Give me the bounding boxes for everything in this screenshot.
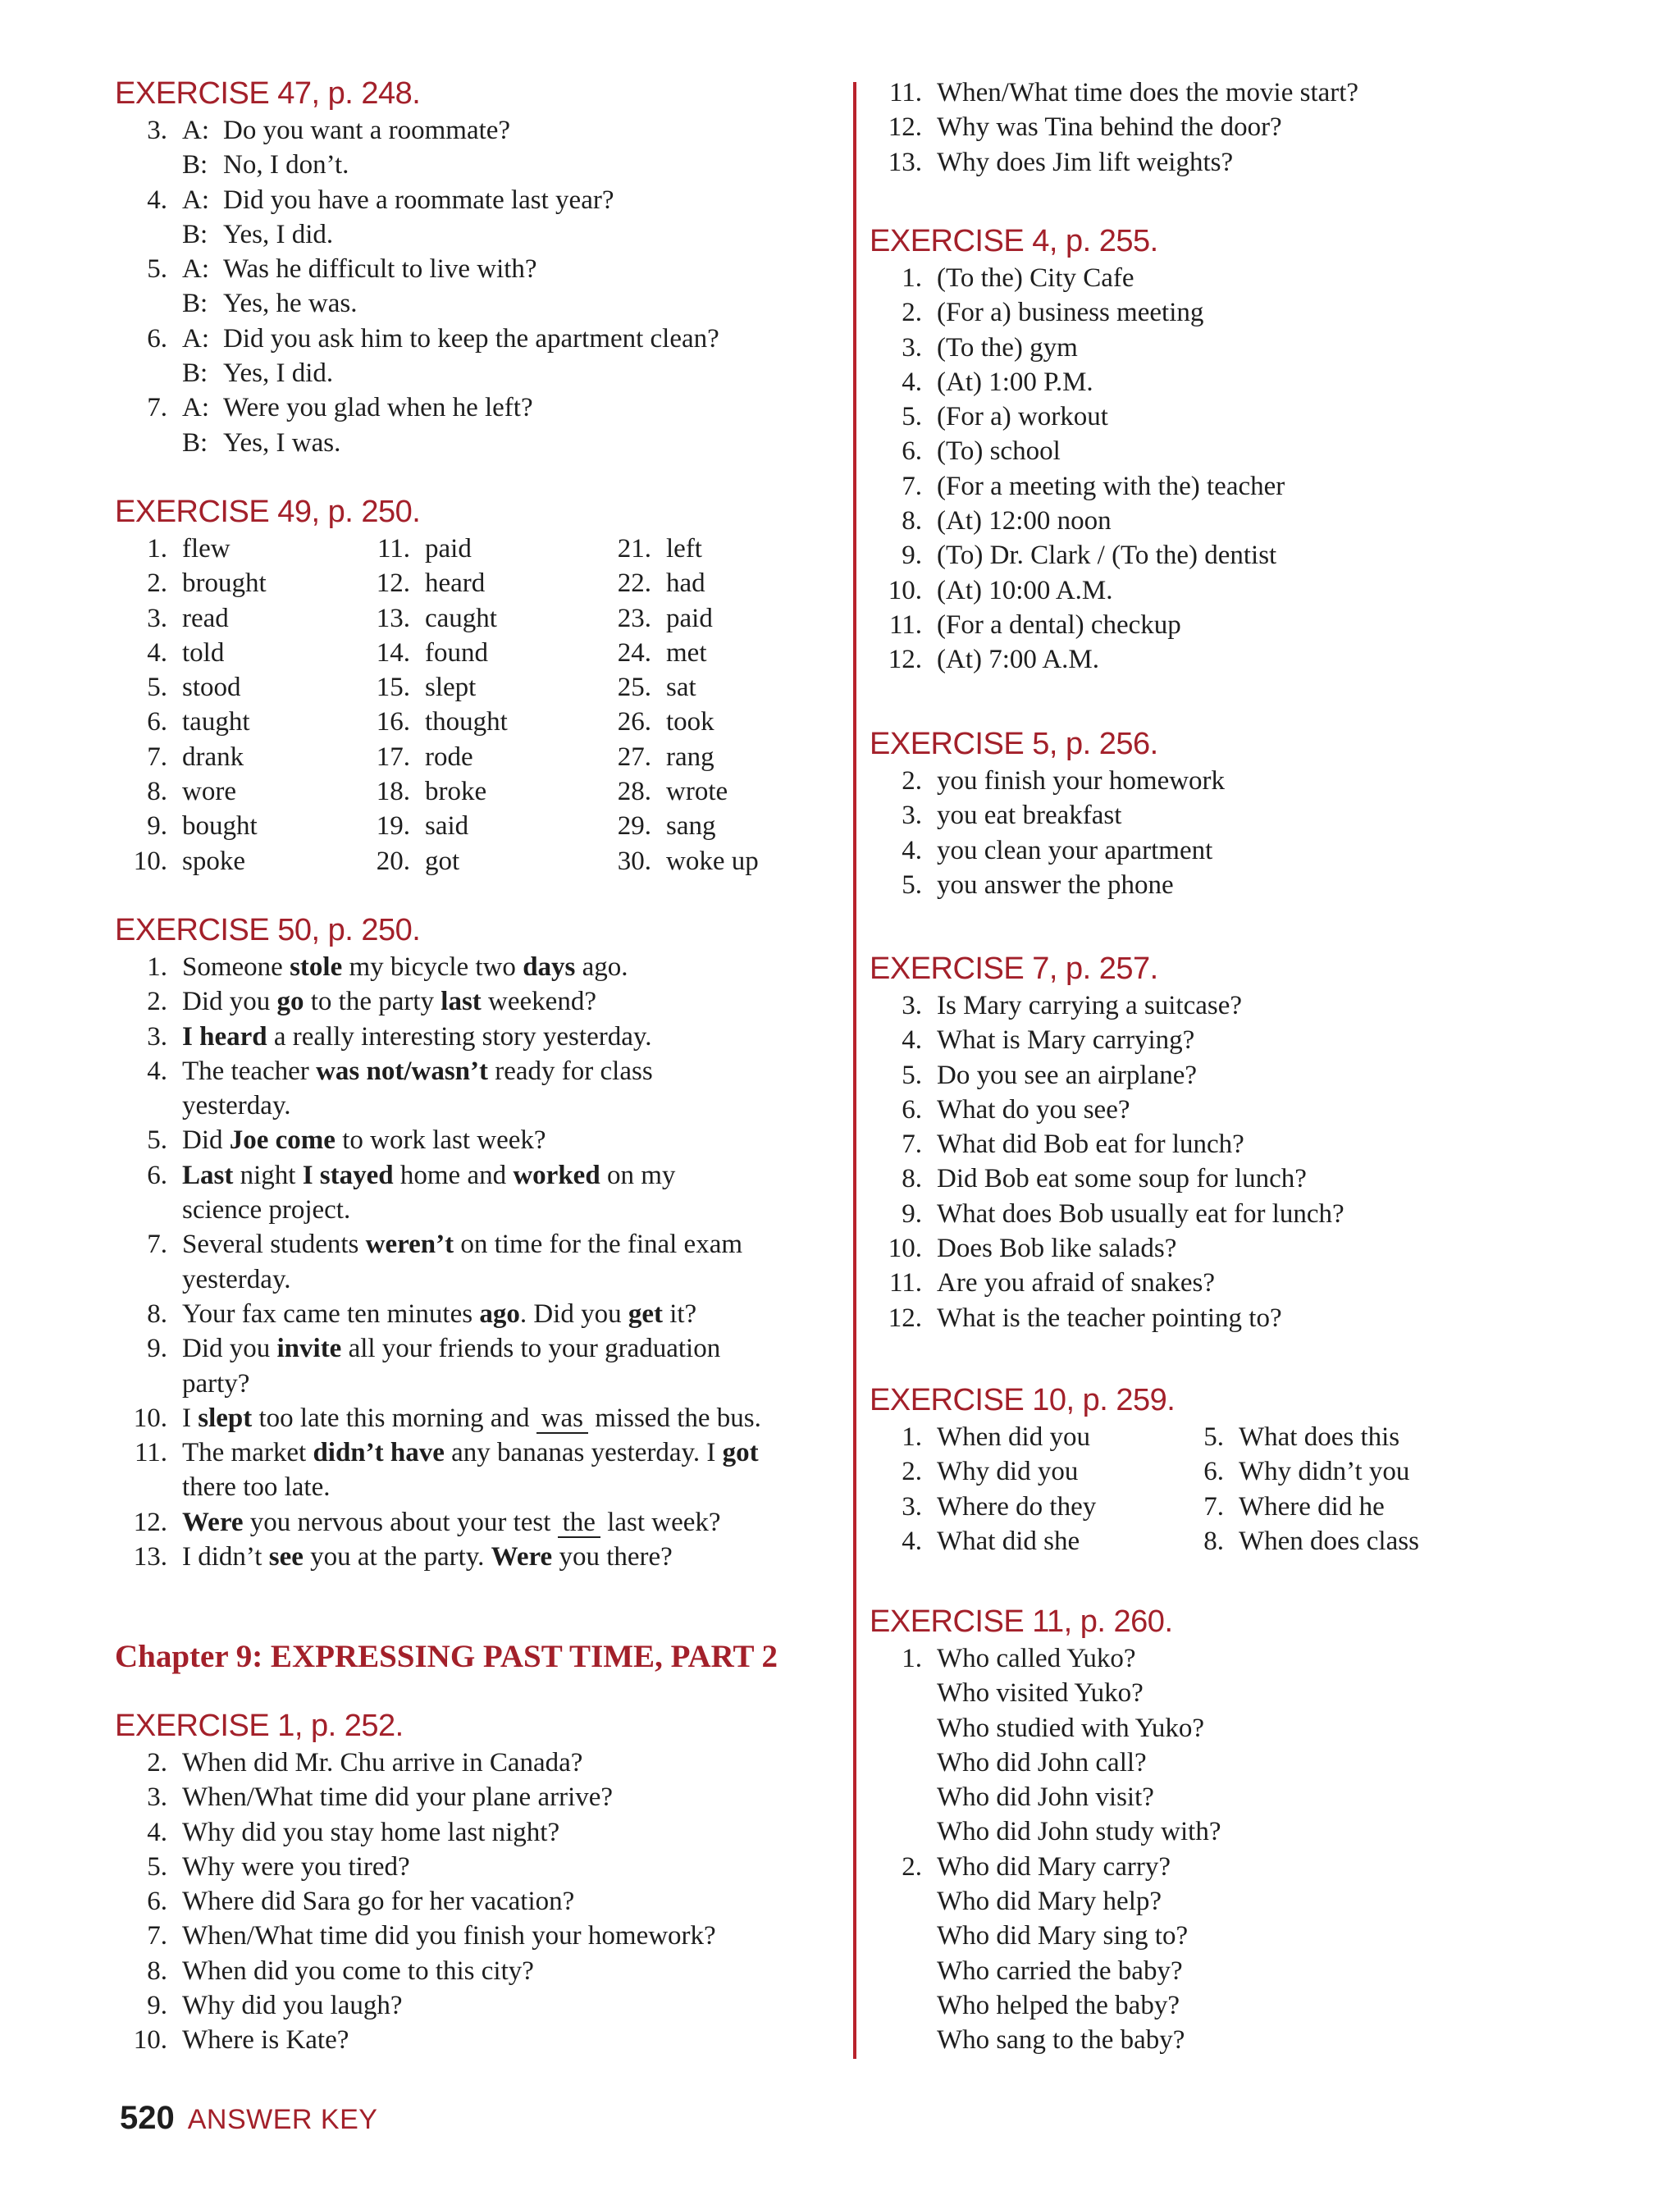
grid-column: [870, 1420, 1096, 1558]
list-item: 4. you clean your apartment: [902, 835, 1213, 865]
list-item: 2. you finish your homework: [902, 766, 1226, 796]
list-item-continuation: Who did John call?: [937, 1747, 1147, 1778]
list-item: 8. Did Bob eat some soup for lunch?: [902, 1164, 1307, 1194]
list-item: 6. What do you see?: [902, 1094, 1130, 1125]
exercise-49: [115, 492, 837, 880]
list-item: 10. Where is Kate?: [133, 2025, 349, 2056]
list-item: 1. (To the) City Cafe: [902, 263, 1134, 293]
list-item-continuation: Who did Mary sing to?: [937, 1921, 1189, 1951]
list-item: 7. When/What time did you finish your homework?: [147, 1921, 716, 1951]
list-item: 6. taught: [147, 707, 250, 737]
list-item: 1. Who called Yuko?: [902, 1644, 1136, 1673]
list-item: 15. slept: [376, 673, 477, 703]
list-item: 10. I slept too late this morning and was missed the bus.: [133, 1403, 761, 1433]
exercise-title: EXERCISE 49, p. 250.: [115, 495, 421, 529]
list-item-response: B: Yes, he was.: [182, 289, 358, 319]
list-item: 3. read: [147, 603, 229, 633]
list-item: 4. Why did you stay home last night?: [147, 1817, 560, 1847]
list-item: 4. A: Did you have a roommate last year?: [147, 185, 614, 215]
list-item: 6. Where did Sara go for her vacation?: [147, 1887, 575, 1917]
exercise-1-list: [115, 1746, 837, 2058]
list-item: 9. (To) Dr. Clark / (To the) dentist: [902, 541, 1277, 571]
list-item: 19. said: [376, 811, 469, 842]
list-item: 17. rode: [376, 742, 473, 772]
list-item: 5. (For a) workout: [902, 402, 1108, 432]
list-item-continuation: science project.: [182, 1195, 351, 1225]
list-item: 7. drank: [147, 742, 244, 772]
list-item: 5. Did Joe come to work last week?: [147, 1125, 546, 1156]
exercise-11-list: [870, 1641, 1559, 2058]
exercise-1: [115, 1706, 837, 2058]
list-item: 5. Why were you tired?: [147, 1851, 410, 1882]
list-item: 10. spoke: [133, 846, 245, 876]
list-item-response: B: No, I don’t.: [182, 150, 349, 180]
exercise-title: EXERCISE 5, p. 256.: [870, 727, 1158, 761]
list-item-continuation: there too late.: [182, 1472, 331, 1503]
list-item: 8. wore: [147, 777, 236, 807]
list-item: 18. broke: [376, 777, 487, 807]
grid-column: [115, 532, 267, 879]
list-item-response: B: Yes, I did.: [182, 219, 334, 249]
answer-blank: was: [536, 1404, 588, 1434]
exercise-title: EXERCISE 10, p. 259.: [870, 1383, 1176, 1417]
list-item: 13. I didn’t see you at the party. Were you there?: [133, 1542, 673, 1572]
list-item: 12. Were you nervous about your test the last week?: [133, 1507, 721, 1537]
list-item: 6. Last night I stayed home and worked on my: [147, 1160, 676, 1190]
list-item: 13. Why does Jim lift weights?: [888, 147, 1234, 177]
list-item-continuation: yesterday.: [182, 1091, 291, 1121]
list-item: 9. Did you invite all your friends to your graduation: [147, 1334, 721, 1364]
list-item: 5. Do you see an airplane?: [902, 1060, 1198, 1090]
exercise-title: EXERCISE 11, p. 260.: [870, 1604, 1173, 1639]
list-item: 11. (For a dental) checkup: [888, 609, 1181, 640]
list-item-continuation: Who studied with Yuko?: [937, 1713, 1204, 1743]
list-item: 11. When/What time does the movie start?: [888, 78, 1359, 107]
list-item: 11. Are you afraid of snakes?: [888, 1268, 1216, 1298]
exercise-7: [870, 949, 1559, 1335]
column-divider: [853, 82, 856, 2059]
grid-column: [1171, 1420, 1419, 1558]
list-item: 5. What does this: [1203, 1422, 1400, 1452]
list-item: 25. sat: [617, 673, 696, 703]
list-item: 2. Who did Mary carry?: [902, 1851, 1171, 1882]
list-item: 8. Your fax came ten minutes ago. Did you get it?: [147, 1298, 697, 1329]
list-item-response: B: Yes, I was.: [182, 427, 341, 458]
list-item: 9. What does Bob usually eat for lunch?: [902, 1198, 1344, 1229]
list-item-continuation: Who visited Yuko?: [937, 1678, 1144, 1709]
exercise-50-list: [115, 950, 837, 1574]
list-item: 24. met: [617, 637, 707, 668]
list-item: 16. thought: [376, 707, 508, 737]
list-item-continuation: Who helped the baby?: [937, 1990, 1180, 2020]
list-item: 11. The market didn’t have any bananas yesterday. I got: [134, 1438, 759, 1468]
list-item-response: B: Yes, I did.: [182, 358, 334, 389]
list-item: 4. told: [147, 637, 225, 668]
list-item: 21. left: [617, 534, 702, 564]
list-item-continuation: Who carried the baby?: [937, 1956, 1183, 1986]
list-item: 3. you eat breakfast: [902, 801, 1122, 831]
list-item: 7. What did Bob eat for lunch?: [902, 1130, 1244, 1160]
list-item: 10. (At) 10:00 A.M.: [888, 575, 1113, 605]
exercise-title: EXERCISE 4, p. 255.: [870, 224, 1158, 258]
list-item: 9. Why did you laugh?: [147, 1991, 403, 2021]
exercise-10-grid: [870, 1420, 1559, 1559]
exercise-title: EXERCISE 7, p. 257.: [870, 952, 1158, 986]
list-item-continuation: Who sang to the baby?: [937, 2025, 1185, 2056]
list-item: 28. wrote: [617, 777, 728, 807]
answer-blank: the: [558, 1508, 600, 1538]
list-item: 2. (For a) business meeting: [902, 298, 1204, 328]
list-item: 12. (At) 7:00 A.M.: [888, 645, 1099, 675]
exercise-5-list: [870, 764, 1559, 902]
list-item: 4. (At) 1:00 P.M.: [902, 367, 1093, 397]
list-item-continuation: Who did Mary help?: [937, 1887, 1162, 1917]
list-item: 12. heard: [376, 568, 486, 599]
list-item-continuation: Who did John study with?: [937, 1817, 1221, 1847]
list-item: 7. Several students weren’t on time for the final exam: [147, 1230, 743, 1260]
list-item: 20. got: [376, 846, 460, 876]
list-item: 3. (To the) gym: [902, 332, 1078, 363]
list-item: 12. What is the teacher pointing to?: [888, 1303, 1282, 1333]
list-item: 3. When/What time did your plane arrive?: [147, 1782, 614, 1813]
grid-column: [599, 532, 759, 879]
exercise-1-continued: [870, 75, 1559, 180]
list-item: 3. A: Do you want a roommate?: [147, 116, 511, 145]
list-item: 1. Someone stole my bicycle two days ago.: [147, 952, 628, 982]
list-item: 10. Does Bob like salads?: [888, 1234, 1177, 1264]
exercise-47-list: [115, 113, 837, 460]
list-item: 2. Did you go to the party last weekend?: [147, 987, 596, 1017]
list-item: 4. The teacher was not/wasn’t ready for class: [147, 1056, 653, 1086]
list-item-continuation: yesterday.: [182, 1264, 291, 1294]
exercise-title: EXERCISE 1, p. 252.: [115, 1709, 404, 1743]
exercise-10: [870, 1381, 1559, 1559]
exercise-11: [870, 1602, 1559, 2058]
exercise-4: [870, 221, 1559, 678]
list-item: 12. Why was Tina behind the door?: [888, 112, 1282, 143]
list-item: 6. Why didn’t you: [1203, 1457, 1410, 1487]
exercise-5: [870, 724, 1559, 902]
list-item: 7. A: Were you glad when he left?: [147, 393, 533, 423]
grid-column: [358, 532, 508, 879]
list-item: 2. When did Mr. Chu arrive in Canada?: [147, 1748, 583, 1778]
list-item: 3. Where do they: [902, 1491, 1097, 1522]
exercise-4-list: [870, 261, 1559, 678]
list-item: 14. found: [376, 637, 488, 668]
page-footer: [120, 2100, 377, 2137]
list-item-continuation: party?: [182, 1368, 250, 1399]
exercise-50: [115, 910, 837, 1574]
list-item-continuation: Who did John visit?: [937, 1782, 1154, 1813]
page-number: 520: [120, 2100, 175, 2136]
list-item: 3. Is Mary carrying a suitcase?: [902, 991, 1243, 1020]
list-item: 13. caught: [376, 603, 497, 633]
list-item: 1. flew: [147, 534, 231, 564]
list-item: 3. I heard a really interesting story yesterday.: [147, 1021, 652, 1052]
exercise-title: EXERCISE 47, p. 248.: [115, 76, 421, 111]
list-item: 22. had: [617, 568, 705, 599]
chapter-heading: [115, 1636, 837, 1677]
list-item: 2. brought: [147, 568, 267, 599]
chapter-title: Chapter 9: EXPRESSING PAST TIME, PART 2: [115, 1639, 778, 1674]
list-item: 8. When did you come to this city?: [147, 1956, 534, 1986]
list-item: 5. you answer the phone: [902, 869, 1174, 900]
list-item: 1. When did you: [902, 1422, 1090, 1452]
exercise-49-grid: [115, 532, 837, 880]
list-item: 23. paid: [617, 603, 713, 633]
list-item: 4. What did she: [902, 1526, 1080, 1556]
list-item: 6. A: Did you ask him to keep the apartment clean?: [147, 323, 719, 354]
list-item: 7. (For a meeting with the) teacher: [902, 471, 1285, 501]
list-item: 11. paid: [377, 534, 472, 564]
list-item: 5. A: Was he difficult to live with?: [147, 254, 537, 285]
list-item: 29. sang: [617, 811, 716, 842]
list-item: 8. (At) 12:00 noon: [902, 506, 1112, 536]
exercise-47: [115, 74, 837, 460]
list-item: 9. bought: [147, 811, 258, 842]
list-item: 8. When does class: [1203, 1526, 1419, 1556]
list-item: 30. woke up: [617, 846, 759, 876]
list-item: 7. Where did he: [1203, 1491, 1385, 1522]
list-item: 4. What is Mary carrying?: [902, 1025, 1195, 1056]
footer-label: ANSWER KEY: [187, 2104, 378, 2135]
exercise-7-list: [870, 988, 1559, 1335]
list-item: 26. took: [617, 707, 714, 737]
list-item: 6. (To) school: [902, 436, 1061, 467]
exercise-title: EXERCISE 50, p. 250.: [115, 913, 421, 947]
list-item: 2. Why did you: [902, 1457, 1079, 1487]
list-item: 27. rang: [617, 742, 714, 772]
list-item: 5. stood: [147, 673, 241, 703]
